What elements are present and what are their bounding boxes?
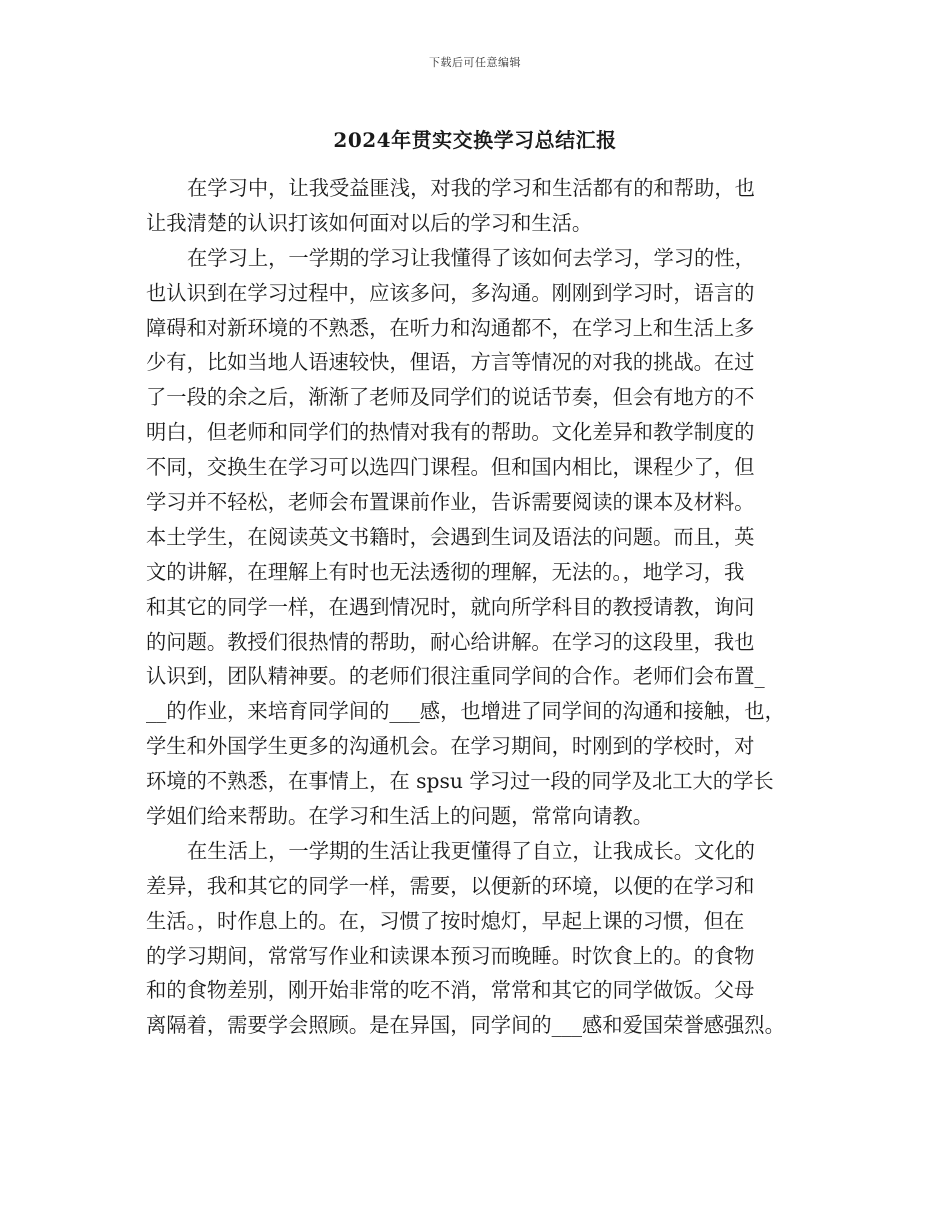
- text-line: 差异，我和其它的同学一样，需要，以便新的环境，以便的在学习和: [146, 873, 755, 898]
- text-line: 不同，交换生在学习可以选四门课程。但和国内相比，课程少了，但: [146, 455, 755, 480]
- text-line: 了一段的余之后，渐渐了老师及同学们的说话节奏，但会有地方的不: [146, 385, 755, 410]
- text-line: 认识到，团队精神要。的老师们很注重同学间的合作。老师们会布置_: [146, 664, 765, 689]
- text-line: 在学习上，一学期的学习让我懂得了该如何去学习，学习的性，: [187, 245, 755, 270]
- page-title: 2024年贯实交换学习总结汇报: [333, 128, 617, 152]
- text-line: 在生活上，一学期的生活让我更懂得了自立，让我成长。文化的: [187, 838, 755, 863]
- text-line: 障碍和对新环境的不熟悉，在听力和沟通都不，在学习上和生活上多: [146, 315, 755, 340]
- text-line: 也认识到在学习过程中，应该多问，多沟通。刚刚到学习时，语言的: [146, 280, 755, 305]
- body-text: [146, 172, 811, 1044]
- text-line: 在学习中，让我受益匪浅，对我的学习和生活都有的和帮助，也: [187, 176, 755, 200]
- text-line: 学姐们给来帮助。在学习和生活上的问题，常常向请教。: [146, 804, 654, 829]
- text-line: 环境的不熟悉，在事情上，在 spsu 学习过一段的同学及北工大的学长: [146, 769, 774, 794]
- text-line: 生活。，时作息上的。在，习惯了按时熄灯，早起上课的习惯，但在: [146, 908, 745, 933]
- text-line: 本土学生，在阅读英文书籍时，会遇到生词及语法的问题。而且，英: [146, 524, 755, 549]
- text-line: 的问题。教授们很热情的帮助，耐心给讲解。在学习的这段里，我也: [146, 629, 755, 654]
- text-line: 的学习期间，常常写作业和读课本预习而晚睡。时饮食上的。的食物: [146, 943, 755, 968]
- text-line: 让我清楚的认识打该如何面对以后的学习和生活。: [146, 210, 593, 235]
- header-note: 下载后可任意编辑: [429, 56, 521, 69]
- text-line: 学习并不轻松，老师会布置课前作业，告诉需要阅读的课本及材料。: [146, 490, 755, 515]
- text-line: 和其它的同学一样，在遇到情况时，就向所学科目的教授请教，询问: [146, 594, 755, 619]
- text-line: 学生和外国学生更多的沟通机会。在学习期间，时刚到的学校时，对: [146, 734, 755, 759]
- text-line: 和的食物差别，刚开始非常的吃不消，常常和其它的同学做饭。父母: [146, 978, 755, 1003]
- text-line: 明白，但老师和同学们的热情对我有的帮助。文化差异和教学制度的: [146, 420, 755, 445]
- text-line: __的作业，来培育同学间的___感，也增进了同学间的沟通和接触，也，: [146, 699, 785, 724]
- text-line: 文的讲解，在理解上有时也无法透彻的理解，无法的。，地学习，我: [146, 559, 745, 584]
- text-line: 离隔着，需要学会照顾。是在异国，同学间的___感和爱国荣誉感强烈。: [146, 1013, 785, 1038]
- text-line: 少有，比如当地人语速较快，俚语，方言等情况的对我的挑战。在过: [146, 350, 755, 375]
